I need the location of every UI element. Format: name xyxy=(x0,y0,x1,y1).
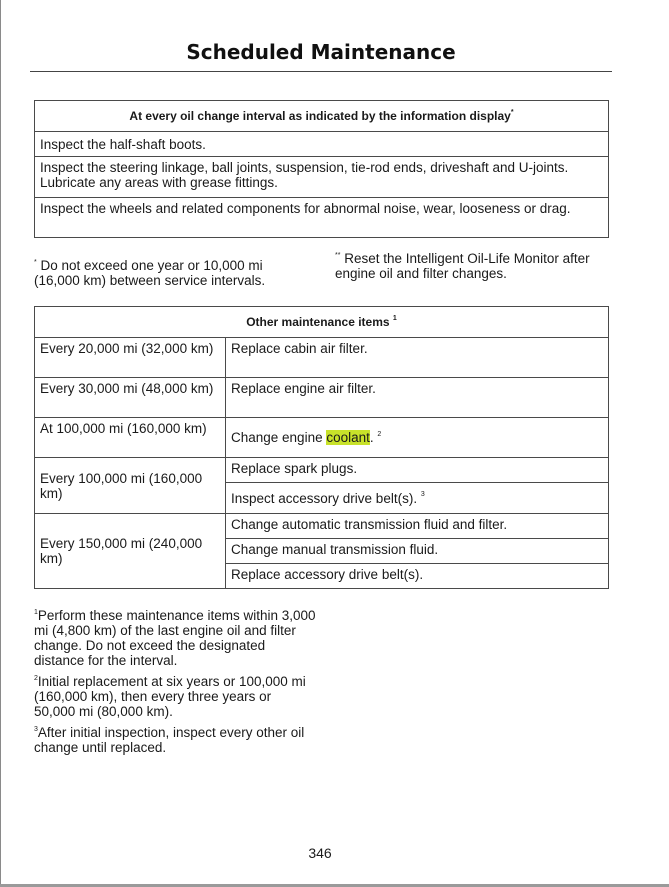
oil-table-header: At every oil change interval as indicated by the information display* xyxy=(35,101,609,132)
oil-table-row: Inspect the steering linkage, ball joints, suspension, tie-rod ends, driveshaft and U-joints. Lubricate any areas with grease fittings. xyxy=(35,157,609,198)
item-cell: Replace accessory drive belt(s). xyxy=(226,564,609,589)
highlighted-word: coolant xyxy=(326,430,370,445)
item-cell: Change manual transmission fluid. xyxy=(226,539,609,564)
footnote-1: $^1$Perform these maintenance items within 3,000 mi (4,800 km) of the last engine oil and filter change. Do not exceed the designated distance for the interval. xyxy=(34,608,316,668)
interval-cell: Every 100,000 mi (160,000 km) xyxy=(35,458,226,514)
item-cell: Change automatic transmission fluid and filter. xyxy=(226,514,609,539)
oil-change-table xyxy=(34,100,609,238)
page-number: 346 xyxy=(308,845,332,861)
interval-cell: Every 150,000 mi (240,000 km) xyxy=(35,514,226,589)
footnote-3: $^3$After initial inspection, inspect every other oil change until replaced. xyxy=(34,725,305,755)
interval-cell: At 100,000 mi (160,000 km) xyxy=(35,418,226,458)
title-rule xyxy=(30,71,612,72)
page-left-edge xyxy=(0,0,1,887)
oil-note-left: * Do not exceed one year or 10,000 mi (16,000 km) between service intervals. xyxy=(34,258,266,288)
item-cell: Inspect accessory drive belt(s). $^3$ xyxy=(226,483,609,514)
item-cell: Replace cabin air filter. xyxy=(226,338,609,378)
oil-table-row: Inspect the half-shaft boots. xyxy=(35,132,609,157)
item-cell: Change engine coolant. $^2$ xyxy=(226,418,609,458)
item-cell: Replace spark plugs. xyxy=(226,458,609,483)
interval-cell: Every 30,000 mi (48,000 km) xyxy=(35,378,226,418)
item-cell: Replace engine air filter. xyxy=(226,378,609,418)
footnotes xyxy=(34,608,316,761)
other-table-header: Other maintenance items $^1$ xyxy=(35,307,609,338)
oil-table-row: Inspect the wheels and related components for abnormal noise, wear, looseness or drag. xyxy=(35,198,609,238)
asterisk-mark: * xyxy=(510,108,514,116)
page-title: Scheduled Maintenance xyxy=(186,40,456,64)
other-maintenance-table xyxy=(34,306,609,589)
footnote-2: $^2$Initial replacement at six years or 100,000 mi (160,000 km), then every three years or 50,000 mi (80,000 km). xyxy=(34,674,306,719)
interval-cell: Every 20,000 mi (32,000 km) xyxy=(35,338,226,378)
oil-note-right: ** Reset the Intelligent Oil-Life Monitor after engine oil and filter changes. xyxy=(335,251,590,281)
